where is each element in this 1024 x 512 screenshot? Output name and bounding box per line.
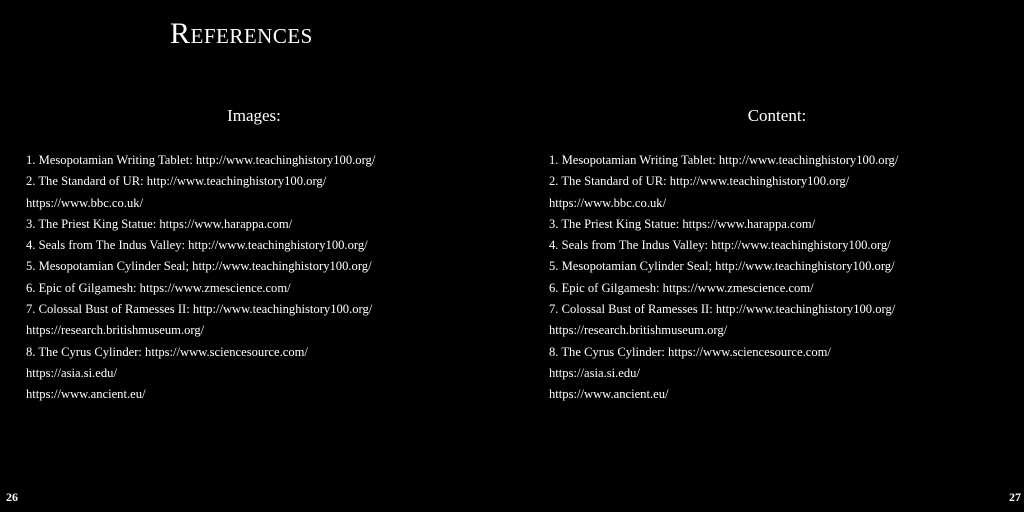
reference-line: 3. The Priest King Statue: https://www.harappa.com/ bbox=[26, 216, 293, 231]
reference-line: 6. Epic of Gilgamesh: https://www.zmescience.com/ bbox=[549, 280, 814, 295]
reference-line: https://www.ancient.eu/ bbox=[549, 387, 669, 402]
page-number-left: 26 bbox=[6, 490, 18, 504]
page-title: References bbox=[170, 17, 313, 50]
reference-line: 4. Seals from The Indus Valley: http://www.teachinghistory100.org/ bbox=[26, 238, 368, 253]
reference-line: 2. The Standard of UR: http://www.teachinghistory100.org/ bbox=[26, 174, 327, 189]
images-references-section bbox=[26, 104, 466, 406]
reference-line: 5. Mesopotamian Cylinder Seal; http://www.teachinghistory100.org/ bbox=[549, 259, 895, 274]
page-number-right: 27 bbox=[1009, 490, 1021, 504]
content-reference-list bbox=[549, 150, 989, 406]
reference-line: https://www.ancient.eu/ bbox=[26, 387, 146, 402]
reference-line: 6. Epic of Gilgamesh: https://www.zmescience.com/ bbox=[26, 280, 291, 295]
reference-line: https://www.bbc.co.uk/ bbox=[26, 195, 144, 210]
reference-line: 4. Seals from The Indus Valley: http://www.teachinghistory100.org/ bbox=[549, 238, 891, 253]
reference-line: 7. Colossal Bust of Ramesses II: http://www.teachinghistory100.org/ bbox=[549, 302, 896, 317]
reference-line: https://www.bbc.co.uk/ bbox=[549, 195, 667, 210]
content-references-section bbox=[549, 104, 989, 406]
reference-line: 3. The Priest King Statue: https://www.harappa.com/ bbox=[549, 216, 816, 231]
reference-line: https://research.britishmuseum.org/ bbox=[549, 323, 728, 338]
reference-line: https://asia.si.edu/ bbox=[549, 365, 640, 380]
reference-line: 5. Mesopotamian Cylinder Seal; http://www.teachinghistory100.org/ bbox=[26, 259, 372, 274]
reference-line: https://research.britishmuseum.org/ bbox=[26, 323, 205, 338]
reference-line: 7. Colossal Bust of Ramesses II: http://www.teachinghistory100.org/ bbox=[26, 302, 373, 317]
reference-line: 1. Mesopotamian Writing Tablet: http://www.teachinghistory100.org/ bbox=[549, 153, 899, 167]
images-reference-list bbox=[26, 150, 466, 406]
reference-line: 8. The Cyrus Cylinder: https://www.sciencesource.com/ bbox=[26, 344, 308, 359]
content-heading: Content: bbox=[747, 106, 807, 125]
images-heading: Images: bbox=[227, 106, 281, 125]
reference-line: https://asia.si.edu/ bbox=[26, 365, 117, 380]
reference-line: 1. Mesopotamian Writing Tablet: http://www.teachinghistory100.org/ bbox=[26, 153, 376, 167]
reference-line: 8. The Cyrus Cylinder: https://www.sciencesource.com/ bbox=[549, 344, 831, 359]
reference-line: 2. The Standard of UR: http://www.teachinghistory100.org/ bbox=[549, 174, 850, 189]
